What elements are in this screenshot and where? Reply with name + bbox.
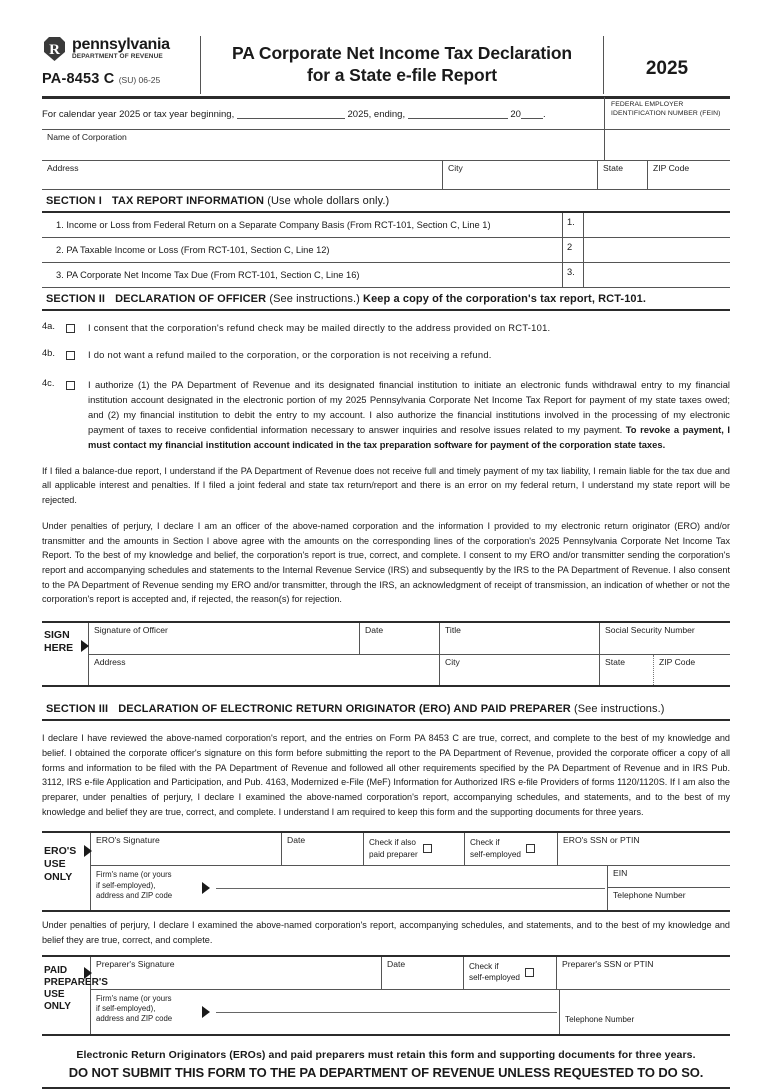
officer-state-field[interactable] [599, 655, 653, 685]
preparer-firm-input[interactable] [196, 990, 559, 1034]
form-number-text: PA-8453 C [42, 71, 115, 87]
address-label: Address [47, 162, 79, 173]
section-3-paragraph: I declare I have reviewed the above-named corporation's report, and the entries on Form PA 8453 C are true, correct, and complete to the best of my knowledge and belief. I obtained the corporate officer's signature on this form before submitting the report to the PA Department of Revenue, provided the corporate officer a copy of all forms and information to be filed with the PA Department of Revenue and followed all other requirements specified by the PA Department of Revenue and in IRS Pub. 3112, IRS e-file Application and Participation, and Pub. 4163, Modernized e-File (MeF) Information for Authorized IRS e-file Providers of forms 1120/1120S. If I am also the preparer, under penalties of perjury, I declare I examined the above-named corporation's report, accompanying schedules, and statements, and to the best of my knowledge and belief they are true, correct, and complete. I understand I am required to keep this form and the supporting documents for three years. [42, 733, 730, 817]
preparer-firm-arrow-icon [202, 1006, 210, 1018]
agency-name: pennsylvania [72, 36, 170, 54]
preparer-telephone-label: Telephone Number [565, 1014, 635, 1024]
ero-firm-line2: if self-employed), [96, 880, 156, 890]
preparer-arrow-icon [84, 967, 92, 979]
officer-ssn-label: Social Security Number [605, 625, 695, 636]
line-1-text: 1. Income or Loss from Federal Return on a Separate Company Basis (From RCT-101, Section C, Line 1) [56, 219, 491, 230]
line-1-amount-input[interactable] [584, 213, 730, 237]
checkbox-4c-wrap[interactable] [66, 377, 88, 395]
ero-check-paid-line1: Check if also [369, 838, 416, 848]
preparer-telephone-column [559, 990, 730, 1034]
preparer-row-2 [91, 990, 730, 1034]
ero-telephone-label: Telephone Number [613, 890, 686, 901]
footer-line-1: Electronic Return Originators (EROs) and paid preparers must retain this form and supporting documents for three years. [76, 1048, 696, 1061]
zip-field[interactable] [647, 161, 730, 189]
sign-here-line2: HERE [44, 641, 74, 654]
section-3-header [42, 698, 730, 721]
ero-row-2 [91, 866, 730, 910]
section-2-note: (See instructions.) [269, 292, 360, 305]
ero-telephone-field[interactable] [608, 888, 730, 900]
checkbox-4a[interactable] [66, 324, 75, 333]
ero-firm-field[interactable] [91, 866, 607, 910]
ero-ein-column [607, 866, 730, 910]
line-2-text: 2. PA Taxable Income or Loss (From RCT-101, Section C, Line 12) [56, 244, 330, 255]
sign-here-block [42, 621, 730, 687]
preparer-telephone-field[interactable] [560, 1012, 730, 1024]
form-title-line1: PA Corporate Net Income Tax Declaration [231, 43, 573, 63]
officer-state-label: State [605, 657, 626, 668]
corporation-name-field[interactable] [42, 130, 604, 160]
ero-check-paid-preparer[interactable] [363, 833, 464, 865]
officer-city-label: City [445, 657, 460, 668]
item-4b-text: I do not want a refund mailed to the corporation, or the corporation is not receiving a refund. [88, 348, 492, 360]
preparer-firm-rule [216, 1012, 557, 1013]
officer-title-label: Title [445, 625, 461, 636]
section-1-number: SECTION I [46, 194, 102, 207]
ero-firm-line1: Firm's name (or yours [96, 870, 172, 880]
fein-label-line2: IDENTIFICATION NUMBER (FEIN) [611, 109, 721, 117]
preparer-check-self-employed[interactable] [463, 957, 556, 989]
preparer-check-self-line1: Check if [469, 961, 499, 971]
period-begin-input[interactable] [237, 107, 345, 119]
form-number [42, 71, 200, 87]
balance-due-paragraph: If I filed a balance-due report, I understand if the PA Department of Revenue does not receive full and timely payment of my tax liability, I remain liable for the tax due and all applicable interest and penalties. If I filed a joint federal and state tax return/report and there is an error on my federal return, I understand my state report will be rejected. [42, 465, 730, 506]
ero-label-line2: USE [44, 858, 66, 871]
tax-period-period: . [542, 108, 546, 120]
ero-label-line3: ONLY [44, 870, 73, 883]
sign-here-label [42, 623, 88, 685]
ero-check-self-line2: self-employed [470, 849, 521, 859]
preparer-firm-line3: address and ZIP code [96, 1014, 173, 1024]
officer-date-label: Date [365, 625, 384, 636]
ero-firm-rule [216, 888, 605, 889]
city-field[interactable] [442, 161, 597, 189]
ero-use-block [42, 831, 730, 912]
item-4c-text-bold: To revoke a payment, I must contact my financial institution account indicated in the tax preparation software for payment of the corporation state taxes. [88, 424, 730, 451]
preparer-label-line3: USE [44, 989, 65, 1001]
checkbox-4a-wrap[interactable] [66, 320, 88, 338]
svg-text:R: R [49, 42, 60, 58]
fein-label-line1: FEDERAL EMPLOYER [611, 100, 684, 108]
ero-date-field[interactable] [281, 833, 363, 865]
state-field[interactable] [597, 161, 647, 189]
state-label: State [603, 162, 624, 173]
agency-logo-block [42, 36, 200, 94]
checkbox-item-4c [42, 377, 730, 453]
officer-ssn-field[interactable] [599, 623, 730, 654]
ero-firm-label [91, 866, 196, 910]
officer-zip-label: ZIP Code [659, 657, 696, 668]
zip-label: ZIP Code [653, 162, 690, 173]
fein-input[interactable] [604, 130, 730, 160]
officer-city-field[interactable] [439, 655, 599, 685]
checkbox-4b[interactable] [66, 351, 75, 360]
checkbox-4c[interactable] [66, 381, 75, 390]
preparer-firm-field[interactable] [91, 990, 559, 1034]
preparer-row-1 [91, 957, 730, 990]
form-footer [42, 1049, 730, 1080]
preparer-firm-line2: if self-employed), [96, 1004, 156, 1014]
tax-year: 2025 [603, 36, 730, 94]
section-3-number: SECTION III [46, 703, 109, 716]
preparer-firm-line1: Firm's name (or yours [96, 993, 172, 1003]
item-4c-text-plain: I authorize (1) the PA Department of Revenue and its designated financial institution to initiate an electronic funds withdrawal entry to my financial institution account designated in the electronic portion of my 2025 Pennsylvania Corporate Net Income Tax Report for payment of my state taxes owed; and (2) my financial institution to debit the entry to my account. I also authorize the financial institutions involved in the processing of my electronic payment of taxes to receive confidential information necessary to answer inquiries and resolve issues related to my payment. [88, 378, 730, 436]
form-title [200, 36, 603, 94]
item-4c-text [88, 377, 730, 453]
line-3-number: 3. [562, 263, 584, 287]
line-1-number: 1. [562, 213, 584, 237]
section-1-note: (Use whole dollars only.) [267, 194, 390, 207]
section-2-bold-note: Keep a copy of the corporation's tax report, RCT-101. [363, 292, 647, 305]
footer-line-2: DO NOT SUBMIT THIS FORM TO THE PA DEPARTMENT OF REVENUE UNLESS REQUESTED TO DO SO. [68, 1064, 704, 1080]
section-2-number: SECTION II [46, 292, 106, 305]
officer-address-label: Address [94, 657, 126, 668]
tax-period-text [42, 99, 604, 120]
address-field[interactable] [42, 161, 442, 189]
ero-date-label: Date [287, 835, 306, 846]
item-4b-label: 4b. [42, 347, 55, 358]
section-1-title: TAX REPORT INFORMATION [111, 194, 265, 207]
section-3-note: (See instructions.) [573, 703, 665, 716]
ero-firm-line3: address and ZIP code [96, 890, 173, 900]
officer-title-field[interactable] [439, 623, 599, 654]
ero-signature-field[interactable] [91, 833, 281, 865]
section-2-title: DECLARATION OF OFFICER [115, 292, 267, 305]
ero-label-line1: ERO'S [44, 845, 77, 858]
form-header [42, 36, 730, 94]
ero-firm-arrow-icon [202, 882, 210, 894]
preparer-date-field[interactable] [381, 957, 463, 989]
preparer-signature-field[interactable] [91, 957, 381, 989]
ero-row-1 [91, 833, 730, 866]
tax-period-mid: 2025, ending, [347, 108, 406, 120]
sign-here-line1: SIGN [44, 629, 70, 642]
line-3-amount-input[interactable] [584, 263, 730, 287]
preparer-label-line4: ONLY [44, 1001, 71, 1013]
period-end-input[interactable] [408, 107, 508, 119]
preparer-label-line2: PREPARER'S [44, 977, 108, 989]
item-4c-label: 4c. [42, 377, 55, 388]
perjury-paragraph: Under penalties of perjury, I declare I am an officer of the above-named corporation and the information I provided to my electronic return originator (ERO) and/or transmitter and the amounts in Section I above agree with the amounts on the corresponding lines of the corporation's 2025 Pennsylvania Corporate Net Income Tax Report. To the best of my knowledge and belief, the corporation's report is true, correct, and complete. I consent to my ERO and/or transmitter sending the corporation's report and accompanying schedules and statements to the Internal Revenue Service (IRS) and subsequently by the IRS to the PA Department of Revenue. I also consent to the PA Department of Revenue sending my ERO and/or transmitter, through the IRS, an acknowledgment of receipt of transmission, an indication of whether or not the corporation's report is accepted and, if rejected, the reason(s) for rejection. [42, 520, 730, 605]
preparer-perjury-note: Under penalties of perjury, I declare I examined the above-named corporation's report, accompanying schedules, and statements, and to the best of my knowledge and belief they are true, correct, and complete. [42, 920, 730, 946]
ero-firm-input[interactable] [196, 866, 607, 910]
section-3-title: DECLARATION OF ELECTRONIC RETURN ORIGINATOR (ERO) AND PAID PREPARER [118, 703, 571, 716]
form-revision: (SU) 06-25 [118, 75, 161, 85]
officer-signature-label: Signature of Officer [94, 625, 168, 636]
item-4a-text: I consent that the corporation's refund check may be mailed directly to the address provided on RCT-101. [88, 321, 551, 333]
section-1-line-2 [42, 238, 730, 263]
preparer-ssn-ptin-label: Preparer's SSN or PTIN [562, 958, 654, 969]
checkbox-item-4a [42, 320, 730, 338]
city-label: City [448, 162, 463, 173]
checkbox-item-4b [42, 347, 730, 365]
ero-ein-field[interactable] [608, 866, 730, 888]
checkbox-ero-paid-preparer[interactable] [423, 844, 432, 853]
pa-keystone-icon [42, 36, 67, 62]
agency-subtitle: DEPARTMENT OF REVENUE [72, 53, 163, 61]
sign-here-row-1 [89, 623, 730, 655]
preparer-date-label: Date [387, 958, 406, 969]
ero-ssn-ptin-label: ERO's SSN or PTIN [563, 835, 640, 846]
ero-fields [90, 833, 730, 910]
sign-here-arrow-icon [81, 640, 89, 652]
sign-here-fields [88, 623, 730, 685]
preparer-label-line1: PAID [44, 964, 68, 976]
corporation-name-row [42, 129, 730, 160]
section-1-line-1 [42, 213, 730, 238]
section-1-line-3 [42, 263, 730, 288]
ero-ein-label: EIN [613, 868, 628, 879]
tax-period-row [42, 99, 730, 129]
form-sheet [42, 36, 730, 1089]
preparer-check-self-line2: self-employed [469, 972, 520, 982]
sign-here-row-2 [89, 655, 730, 685]
period-year-input[interactable] [521, 107, 543, 119]
checkbox-ero-self-employed[interactable] [526, 844, 535, 853]
ero-check-self-line1: Check if [470, 838, 500, 848]
ero-signature-label: ERO's Signature [96, 835, 160, 846]
tax-period-end: 20 [510, 108, 521, 120]
preparer-ssn-ptin-field[interactable] [556, 957, 730, 989]
item-4a-label: 4a. [42, 320, 55, 331]
paid-preparer-label [42, 957, 108, 1034]
preparer-fields [90, 957, 730, 1034]
ero-check-paid-line2: paid preparer [369, 849, 418, 859]
ero-check-self-employed[interactable] [464, 833, 557, 865]
officer-address-field[interactable] [89, 655, 439, 685]
section-2-header [42, 288, 730, 311]
preparer-signature-label: Preparer's Signature [96, 958, 175, 969]
tax-period-before: For calendar year 2025 or tax year beginning, [42, 108, 235, 120]
preparer-firm-label [91, 990, 196, 1034]
ero-ssn-ptin-field[interactable] [557, 833, 730, 865]
officer-zip-field[interactable] [653, 655, 730, 685]
corporation-name-label: Name of Corporation [47, 131, 127, 142]
section-1-header [42, 190, 730, 213]
line-3-text: 3. PA Corporate Net Income Tax Due (From RCT-101, Section C, Line 16) [56, 269, 360, 280]
checkbox-4b-wrap[interactable] [66, 347, 88, 365]
line-2-number: 2 [562, 238, 584, 262]
ero-use-label [42, 833, 90, 910]
officer-signature-field[interactable] [89, 623, 359, 654]
officer-date-field[interactable] [359, 623, 439, 654]
corporation-address-row [42, 160, 730, 190]
line-2-amount-input[interactable] [584, 238, 730, 262]
form-title-line2: for a State e-file Report [306, 64, 498, 85]
checkbox-preparer-self-employed[interactable] [525, 968, 534, 977]
